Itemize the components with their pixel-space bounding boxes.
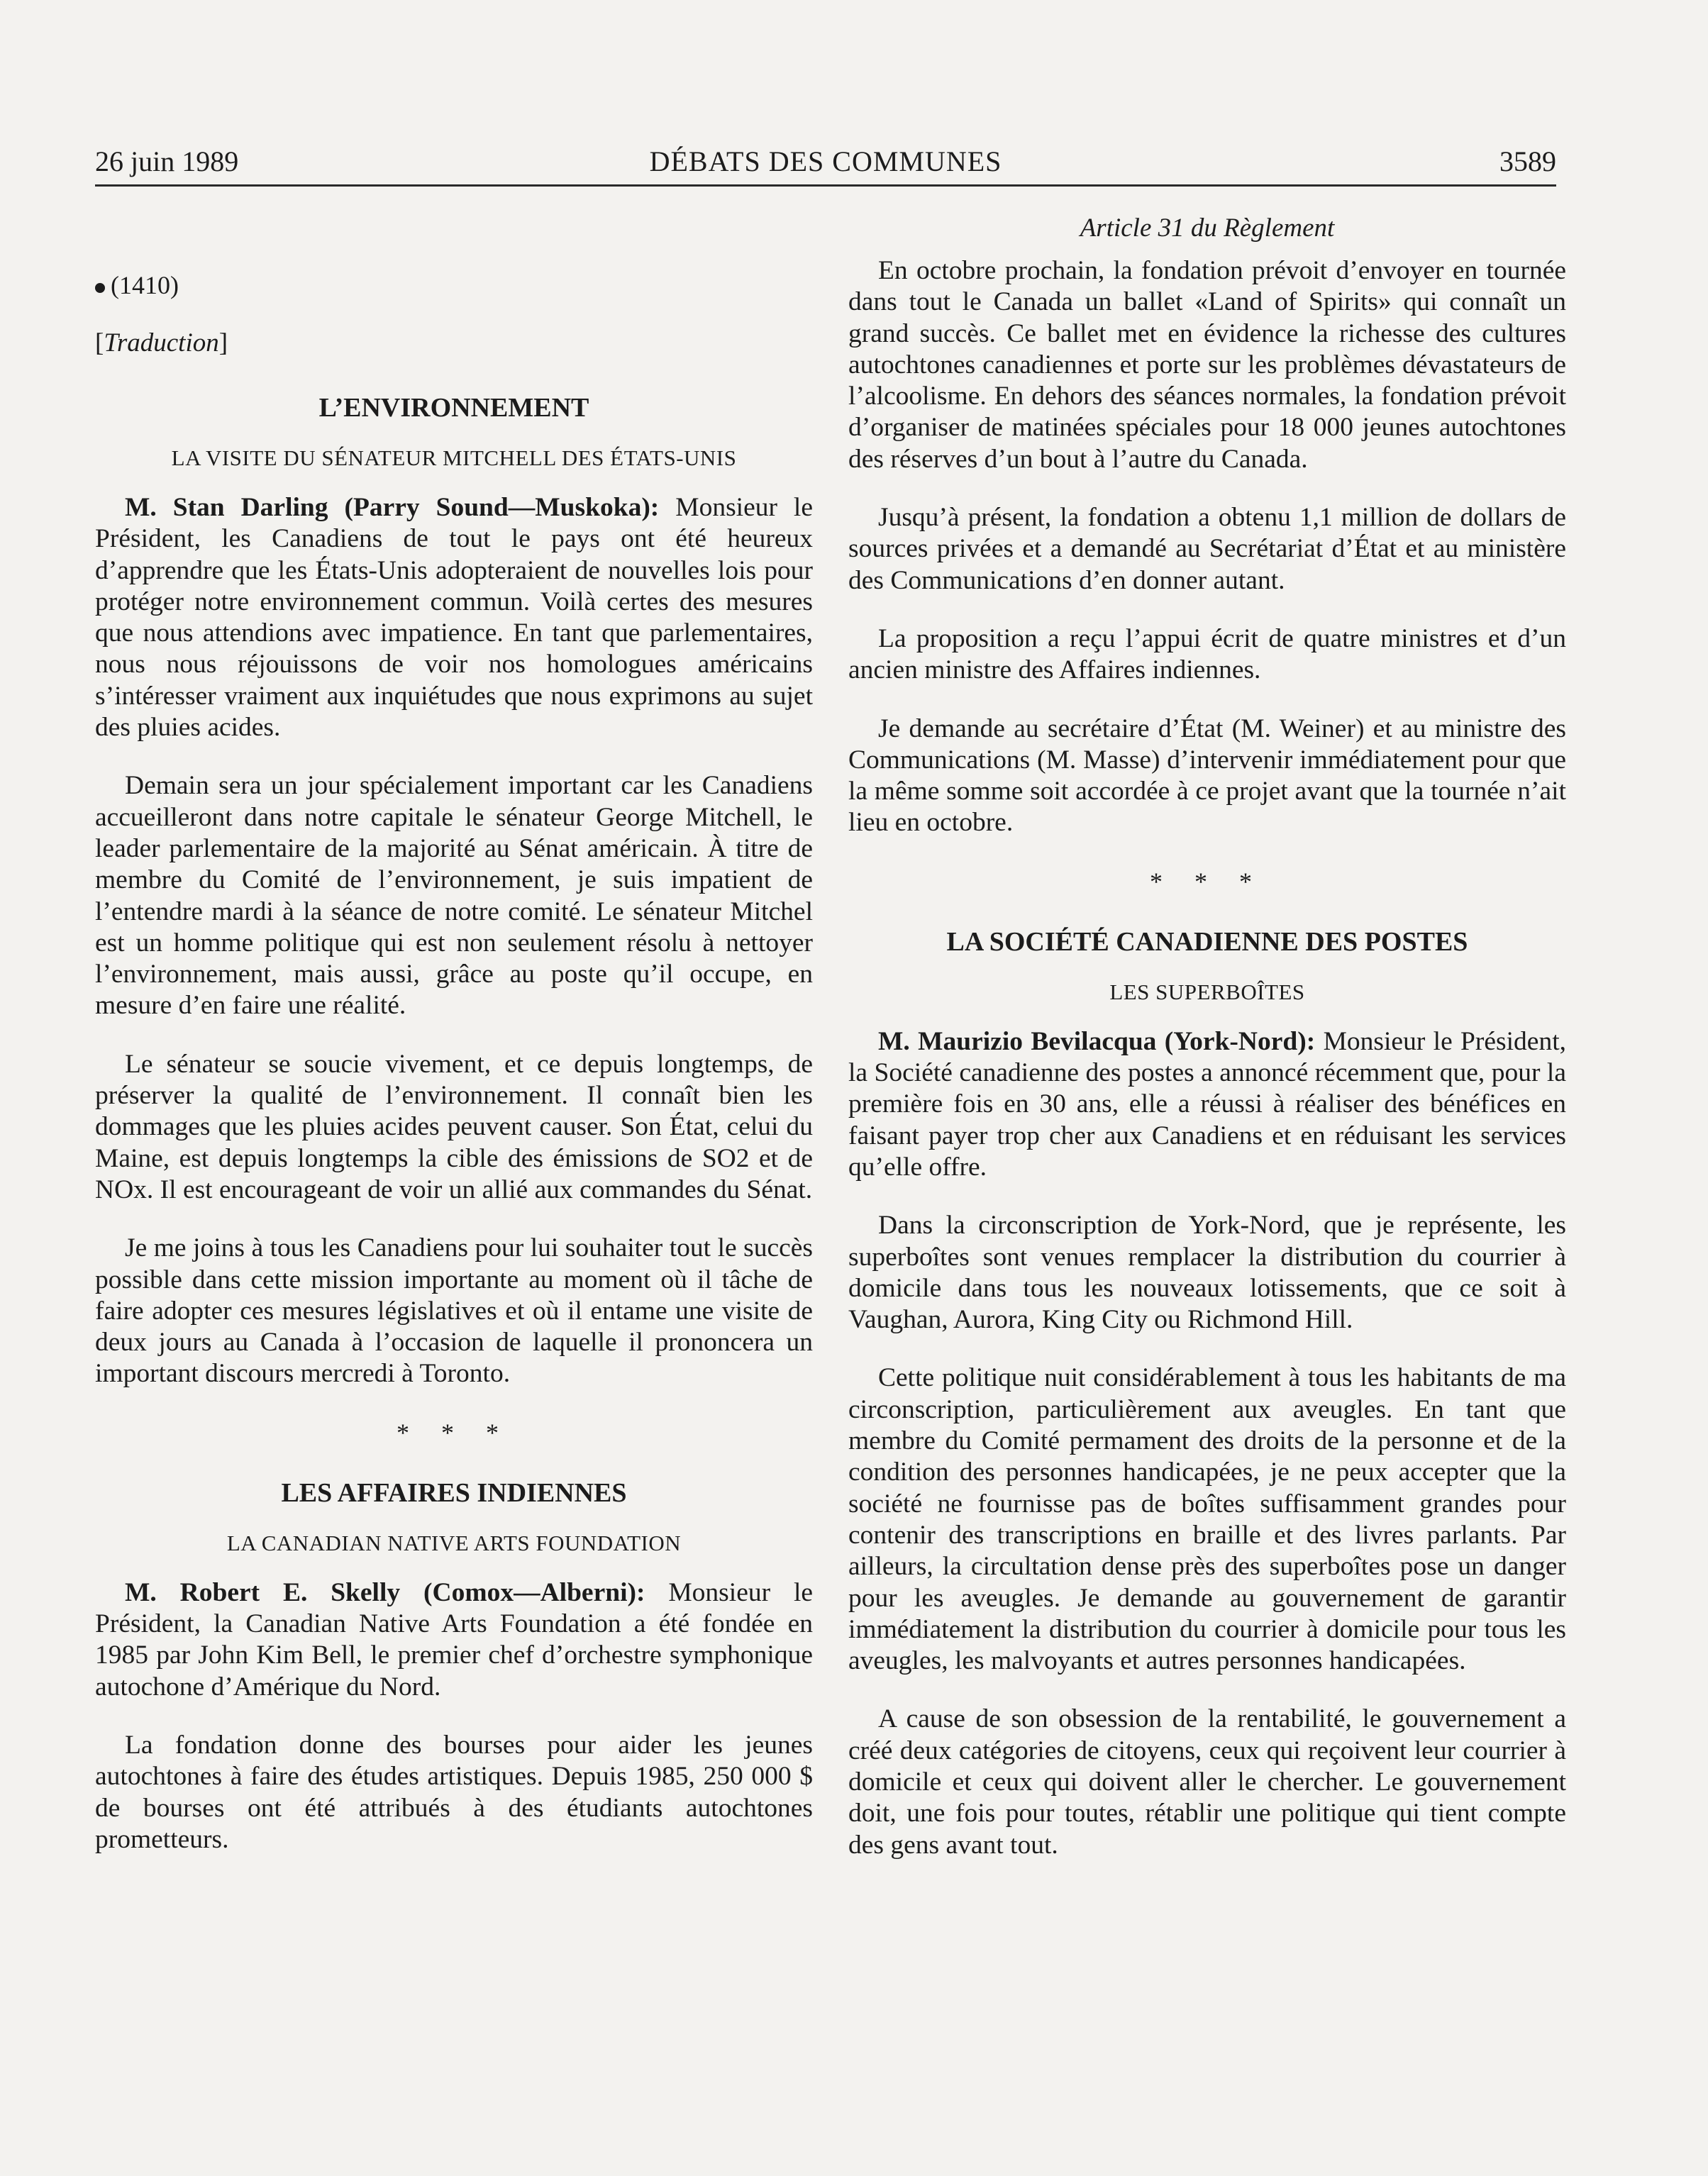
section-title-environnement: L’ENVIRONNEMENT xyxy=(318,393,589,423)
paragraph: Je me joins à tous les Canadiens pour lui souhaiter tout le succès possible dans cette mission importante au moment où il tâche de faire adopter ces mesures législatives et où il entame une visite de deux jours au Canada à l’occasion de laquelle il prononcera un important discours mercredi à Toronto. xyxy=(95,1233,813,1389)
subtitle-mitchell: LA VISITE DU SÉNATEUR MITCHELL DES ÉTATS-UNIS xyxy=(171,445,737,470)
header-title: DÉBATS DES COMMUNES xyxy=(649,145,1002,177)
paragraph xyxy=(95,492,813,743)
running-header xyxy=(95,142,1556,182)
subtitle-superboites: LES SUPERBOÎTES xyxy=(1109,979,1305,1004)
traduction-text: Traduction xyxy=(104,328,219,357)
speaker-name: M. Stan Darling (Parry Sound—Muskoka): xyxy=(125,493,660,522)
paragraph xyxy=(848,1026,1566,1183)
speaker-name: M. Maurizio Bevilacqua (York-Nord): xyxy=(878,1026,1316,1056)
paragraph: Le sénateur se soucie vivement, et ce depuis longtemps, de préserver la qualité de l’environnement. Il connaît bien les dommages que les pluies acides peuvent causer. Son État, celui du Maine, est depuis longtemps la cible des émissions de SO2 et de NOx. Il est encourageant de voir un allié aux commandes du Sénat. xyxy=(95,1049,813,1204)
speaker-name: M. Robert E. Skelly (Comox—Alberni): xyxy=(125,1577,645,1607)
paragraph: Cette politique nuit considérablement à tous les habitants de ma circonscription, particulièrement aux aveugles. En tant que membre du Comité permament des droits de la personne et de la condition des personnes handicapées, je ne peux accepter que la société ne fournisse pas de boîtes suffisamment grandes pour contenir des transcriptions en braille et des livres parlants. Par ailleurs, la circultation dense près des superboîtes pose un danger pour les aveugles. Je demande au gouvernement de garantir immédiatement la distribution du courrier à domicile pour tous les aveugles, les malvoyants et autres personnes handicapées. xyxy=(848,1363,1566,1676)
paragraph-text: Monsieur le Président, la Société canadienne des postes a annoncé récemment que, pour la première fois en 30 ans, elle a réussi à réaliser des bénéfices en faisant payer trop cher aux Canadiens et en réduisant les services qu’elle offre. xyxy=(848,1026,1566,1182)
section-separator: * * * xyxy=(1150,867,1265,896)
rubric-article-31: Article 31 du Règlement xyxy=(1080,213,1335,243)
paragraph-text: Monsieur le Président, la Canadian Native Arts Foundation a été fondée en 1985 par John Kim Bell, le premier chef d’orchestre symphonique autochone d’Amérique du Nord. xyxy=(95,1577,814,1702)
header-rule xyxy=(95,184,1556,187)
paragraph-text: Monsieur le Président, les Canadiens de tout le pays ont été heureux d’apprendre que les États-Unis adopteraient de nouvelles lois pour protéger notre environnement commun. Voilà certes des mesures que nous attendions avec impatience. En tant que parlementaires, nous nous réjouissons de voir nos homologues américains s’intéresser vraiment aux inquiétudes que nous exprimons au sujet des pluies acides. xyxy=(95,493,813,743)
paragraph: Jusqu’à présent, la fondation a obtenu 1,1 million de dollars de sources privées et a demandé au Secrétariat d’État et au ministère des Communications d’en donner autant. xyxy=(848,503,1566,595)
paragraph: Dans la circonscription de York-Nord, que je représente, les superboîtes sont venues remplacer la distribution du courrier à domicile dans tous les nouveaux lotissements, que ce soit à Vaughan, Aurora, King City ou Richmond Hill. xyxy=(848,1211,1566,1335)
paragraph xyxy=(95,1577,813,1703)
paragraph: En octobre prochain, la fondation prévoit d’envoyer en tournée dans tout le Canada un ballet «Land of Spirits» qui connaît un grand succès. Ce ballet met en évidence la richesse des cultures autochtones canadiennes et porte sur les problèmes dévastateurs de l’alcoolisme. En dehors des séances normales, la fondation prévoit d’organiser de matinées spéciales pour 18 000 jeunes autochtones des réserves d’un bout à l’autre du Canada. xyxy=(848,256,1566,474)
paragraph: La proposition a reçu l’appui écrit de quatre ministres et d’un ancien ministre des Affaires indiennes. xyxy=(848,623,1566,685)
paragraph: Je demande au secrétaire d’État (M. Weiner) et au ministre des Communications (M. Masse) d’intervenir immédiatement pour que la même somme soit accordée à ce projet avant que la tournée n’ait lieu en octobre. xyxy=(848,714,1566,838)
subtitle-native-arts: LA CANADIAN NATIVE ARTS FOUNDATION xyxy=(226,1530,682,1555)
time-marker-text: (1410) xyxy=(111,271,179,299)
left-column xyxy=(95,213,813,1882)
header-date: 26 juin 1989 xyxy=(95,145,239,177)
paragraph: Demain sera un jour spécialement important car les Canadiens accueilleront dans notre capitale le sénateur George Mitchell, le leader parlementaire de la majorité au Sénat américain. À titre de membre du Comité de l’environnement, je suis impatient de l’entendre mardi à la séance de notre comité. Le sénateur Mitchel est un homme politique qui est non seulement résolu à nettoyer l’environnement, mais aussi, grâce au poste qu’il occupe, en mesure d’en faire une réalité. xyxy=(95,771,813,1021)
page-number: 3589 xyxy=(1499,145,1556,177)
paragraph: La fondation donne des bourses pour aider les jeunes autochtones à faire des études artistiques. Depuis 1985, 250 000 $ de bourses ont été attribués à des étudiants autochtones prometteurs. xyxy=(95,1730,813,1854)
paragraph: A cause de son obsession de la rentabilité, le gouvernement a créé deux catégories de citoyens, ceux qui reçoivent leur courrier à domicile et ceux qui doivent aller le chercher. Le gouvernement doit, une fois pour toutes, rétablir une politique qui tient compte des gens avant tout. xyxy=(848,1704,1566,1860)
section-separator: * * * xyxy=(396,1418,511,1447)
section-title-affaires-indiennes: LES AFFAIRES INDIENNES xyxy=(281,1477,627,1508)
time-marker xyxy=(95,270,813,301)
section-title-postes: LA SOCIÉTÉ CANADIENNE DES POSTES xyxy=(946,926,1468,957)
bullet-icon xyxy=(95,283,105,293)
right-column xyxy=(848,213,1566,1888)
traduction-note: [Traduction] xyxy=(95,328,228,357)
